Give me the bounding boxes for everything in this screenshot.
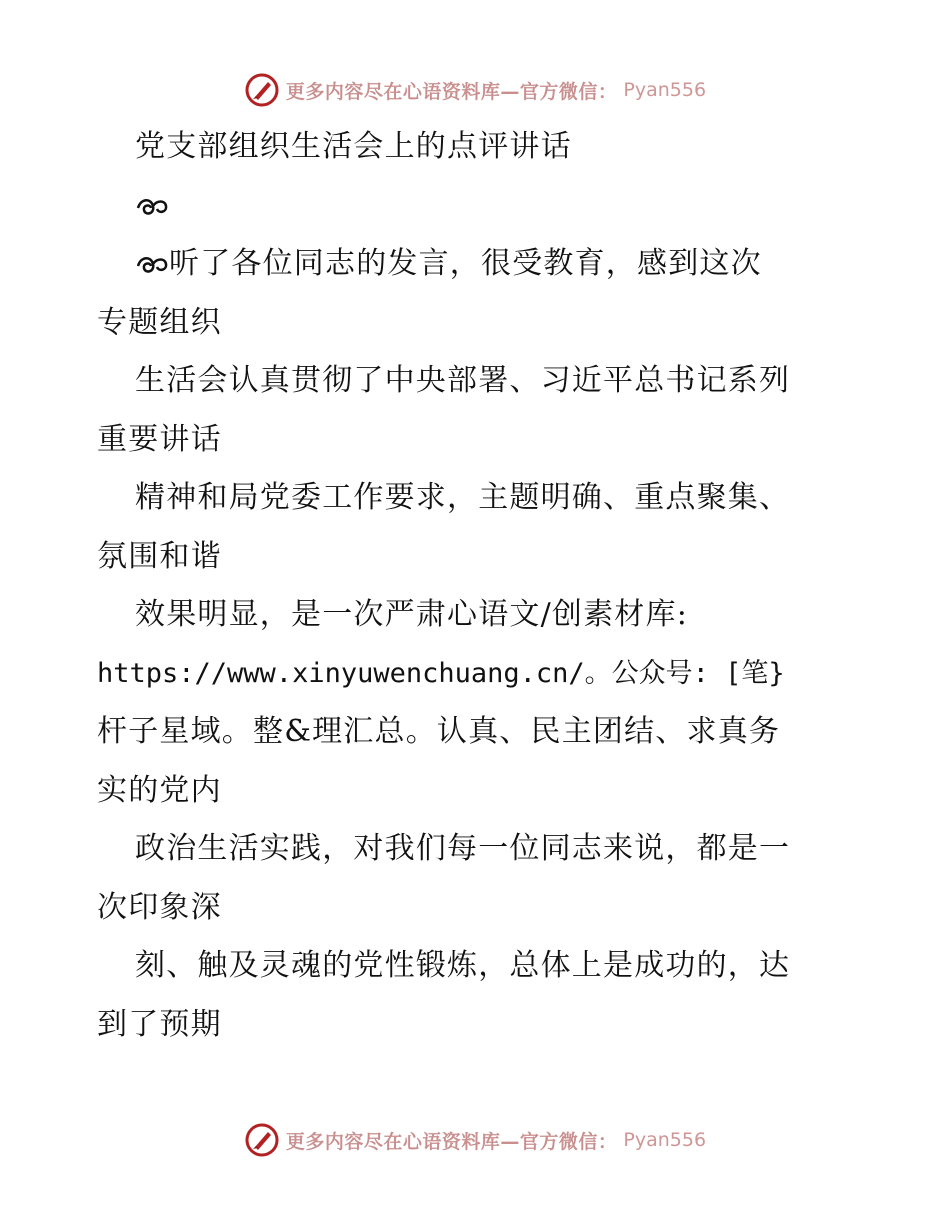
header-banner-text: 更多内容尽在心语资料库—官方微信： <box>285 80 618 103</box>
paragraph-line-2: 专题组织 <box>97 304 222 340</box>
footer-contact: Pyan556 <box>623 1129 707 1151</box>
pen-nib-logo-icon <box>244 72 280 108</box>
paragraph-line-14: 到了预期 <box>97 1006 222 1042</box>
paragraph-line-10: 实的党内 <box>97 772 222 808</box>
paragraph-line-9: 杆子星域。整&理汇总。认真、民主团结、求真务 <box>97 714 781 749</box>
paragraph-line-8-url: https://www.xinyuwenchuang.cn/。公众号: [笔} <box>97 657 785 689</box>
paragraph-line-3: 生活会认真贯彻了中央部署、习近平总书记系列 <box>135 363 791 398</box>
paragraph-line-11: 政治生活实践，对我们每一位同志来说，都是一 <box>135 831 791 866</box>
paragraph-line-12: 次印象深 <box>97 889 222 925</box>
paragraph-line-4: 重要讲话 <box>97 421 222 457</box>
footer-banner-text: 更多内容尽在心语资料库—官方微信： <box>285 1130 618 1153</box>
floral-ornament-icon <box>135 194 169 220</box>
paragraph-line-1 <box>97 235 857 294</box>
floral-ornament-icon <box>135 252 169 278</box>
footer-banner <box>0 1120 950 1160</box>
flourish-line <box>97 177 857 236</box>
document-body <box>97 118 857 1054</box>
pen-nib-logo-icon <box>244 1122 280 1158</box>
header-banner <box>0 70 950 110</box>
document-title: 党支部组织生活会上的点评讲话 <box>135 129 572 164</box>
paragraph-line-7: 效果明显，是一次严肃心语文/创素材库: <box>135 597 689 632</box>
paragraph-line-13: 刻、触及灵魂的党性锻炼，总体上是成功的，达 <box>135 948 791 983</box>
paragraph-text: 听了各位同志的发言，很受教育，感到这次 <box>169 246 762 281</box>
paragraph-line-6: 氛围和谐 <box>97 538 222 574</box>
paragraph-line-5: 精神和局党委工作要求，主题明确、重点聚集、 <box>135 480 791 515</box>
header-contact: Pyan556 <box>623 79 707 101</box>
